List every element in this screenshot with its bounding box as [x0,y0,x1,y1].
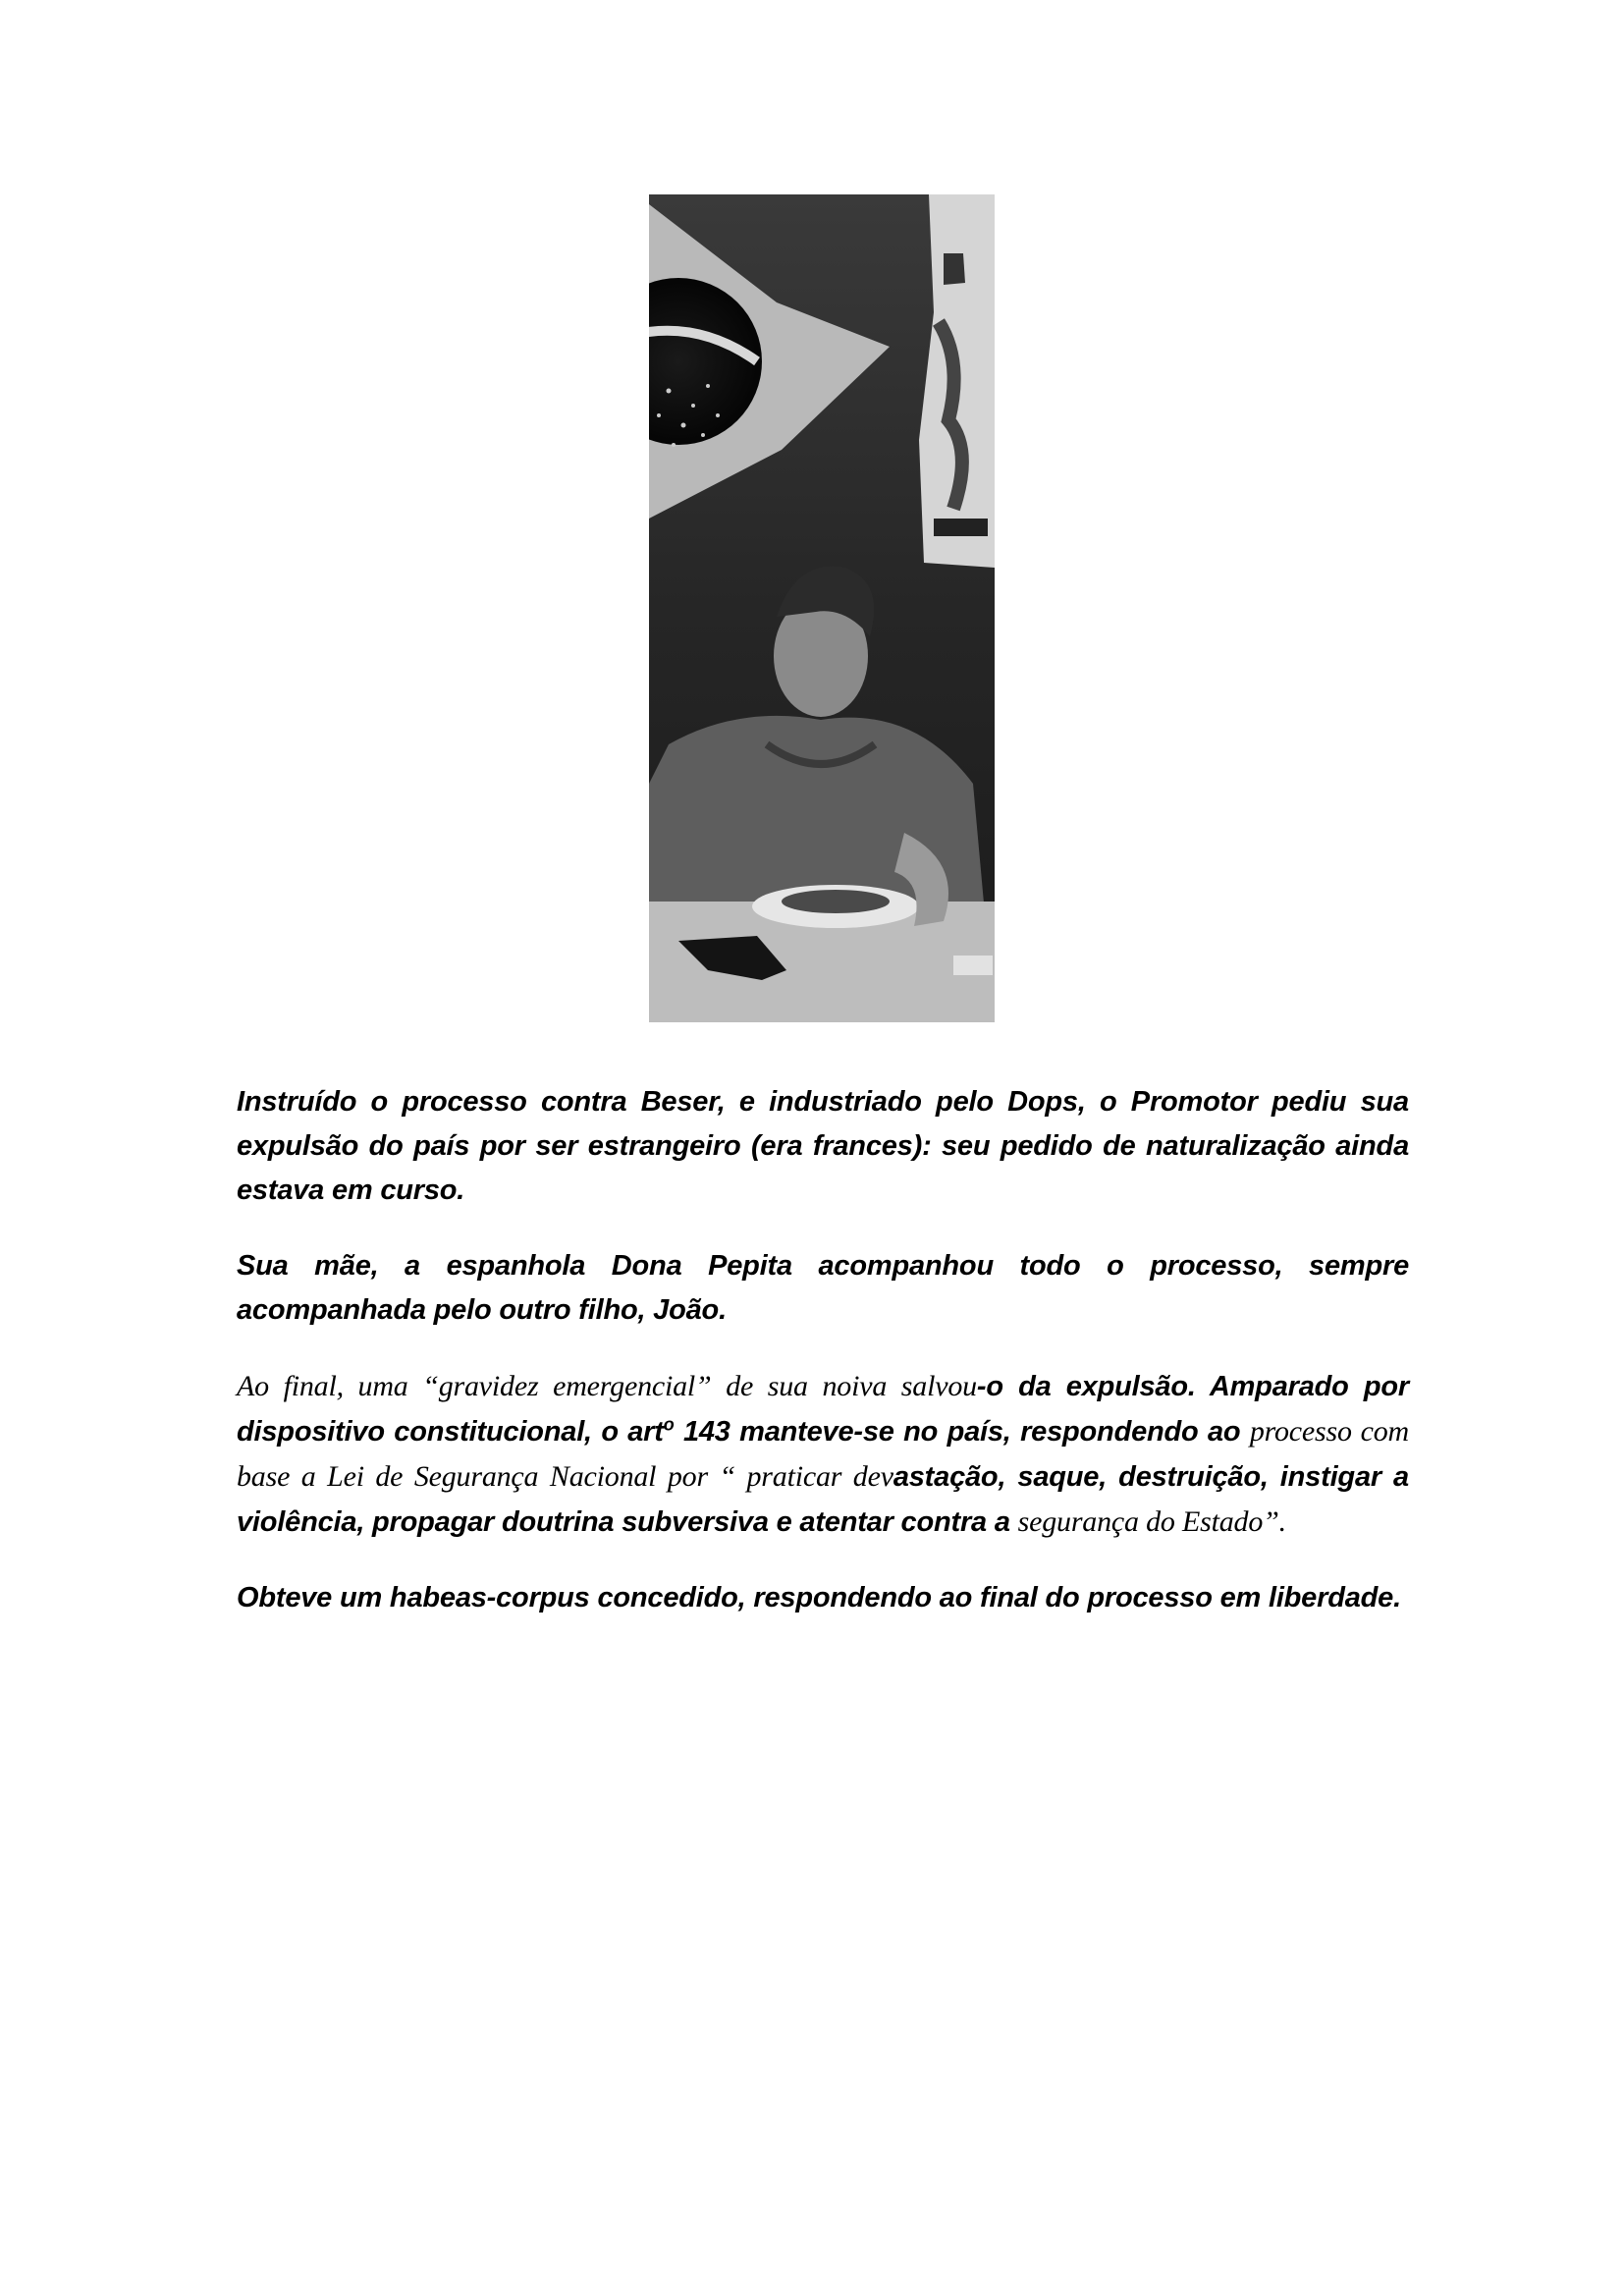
paragraph-3-part-f: segurança do Estado”. [1017,1505,1286,1538]
paragraph-2: Sua mãe, a espanhola Dona Pepita acompanhou todo o processo, sempre acompanhada pelo outro filho, João. [237,1250,1409,1326]
paragraph-3-part-d: processo com base a Lei de Segurança Nacional por “ praticar dev [237,1415,1410,1493]
document-text [237,1080,1409,1652]
paragraph-3-part-c: 143 manteve-se no país, respondendo ao [674,1416,1241,1448]
paragraph-3-superscript: o [663,1414,675,1435]
paragraph-3-part-a: Ao final, uma “gravidez emergencial” de sua noiva salvou [237,1370,977,1402]
paragraph-3-part-e: astação, saque, destruição, instigar a violência, propagar doutrina subversiva e atentar contra a [237,1461,1409,1538]
paragraph-3-part-b: -o da expulsão. Amparado por dispositivo constitucional, o art [237,1371,1409,1448]
paragraph-4: Obteve um habeas-corpus concedido, respondendo ao final do processo em liberdade. [237,1582,1401,1613]
paragraph-3 [237,1364,1409,1545]
photo-illustration [649,194,995,1022]
historical-photo [649,194,995,1022]
paragraph-1: Instruído o processo contra Beser, e industriado pelo Dops, o Promotor pediu sua expulsão do país por ser estrangeiro (era frances): seu pedido de naturalização ainda estava em curso. [237,1086,1409,1206]
